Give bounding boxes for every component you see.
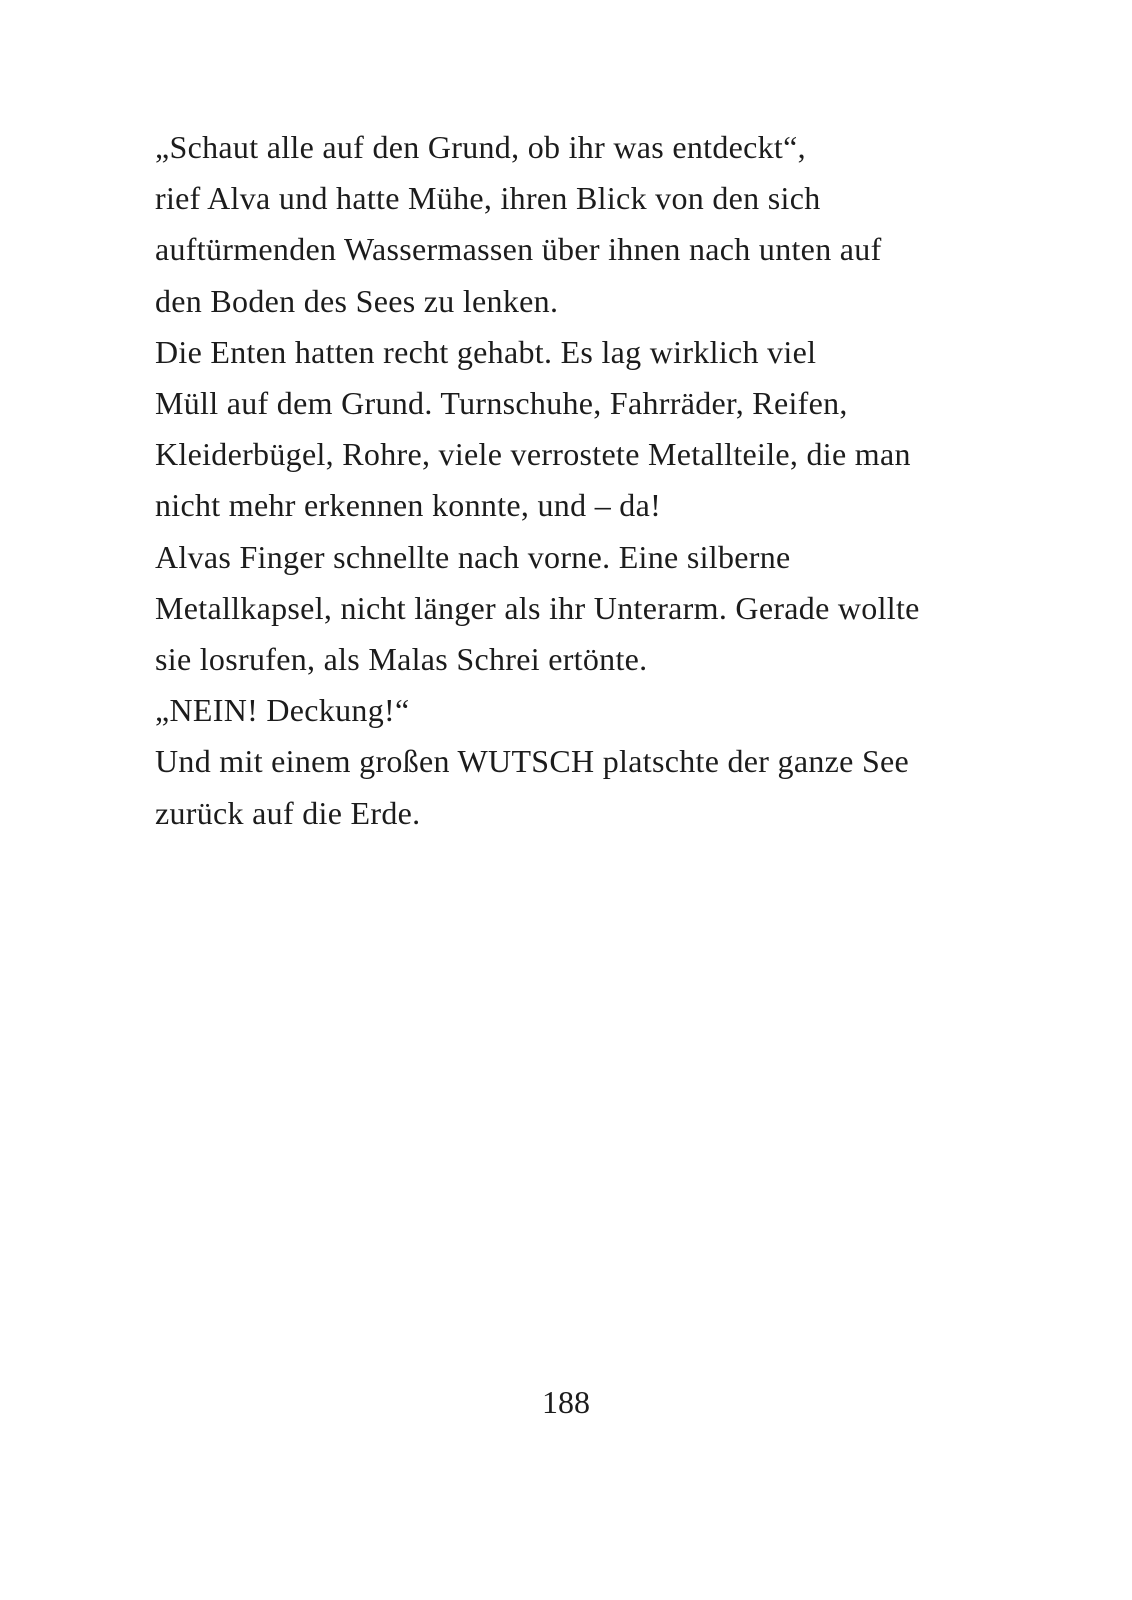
text-line: Und mit einem großen WUTSCH platschte der ganze See	[155, 743, 910, 780]
text-line: zurück auf die Erde.	[155, 794, 421, 831]
text-line: Metallkapsel, nicht länger als ihr Unterarm. Gerade wollte	[155, 589, 920, 626]
text-line: Alvas Finger schnellte nach vorne. Eine silberne	[155, 538, 791, 575]
text-line: nicht mehr erkennen konnte, und – da!	[155, 487, 662, 524]
page-number: 188	[542, 1384, 590, 1420]
text-line: sie losrufen, als Malas Schrei ertönte.	[155, 641, 648, 678]
text-line: „NEIN! Deckung!“	[155, 692, 410, 729]
text-line: rief Alva und hatte Mühe, ihren Blick von den sich	[155, 180, 821, 217]
text-line: den Boden des Sees zu lenken.	[155, 282, 559, 319]
text-line: Müll auf dem Grund. Turnschuhe, Fahrräder, Reifen,	[155, 385, 848, 422]
text-line: auftürmenden Wassermassen über ihnen nach unten auf	[155, 231, 882, 268]
text-line: „Schaut alle auf den Grund, ob ihr was entdeckt“,	[155, 129, 806, 165]
body-text	[155, 122, 985, 839]
text-line: Die Enten hatten recht gehabt. Es lag wirklich viel	[155, 333, 817, 370]
text-line: Kleiderbügel, Rohre, viele verrostete Metallteile, die man	[155, 436, 911, 473]
